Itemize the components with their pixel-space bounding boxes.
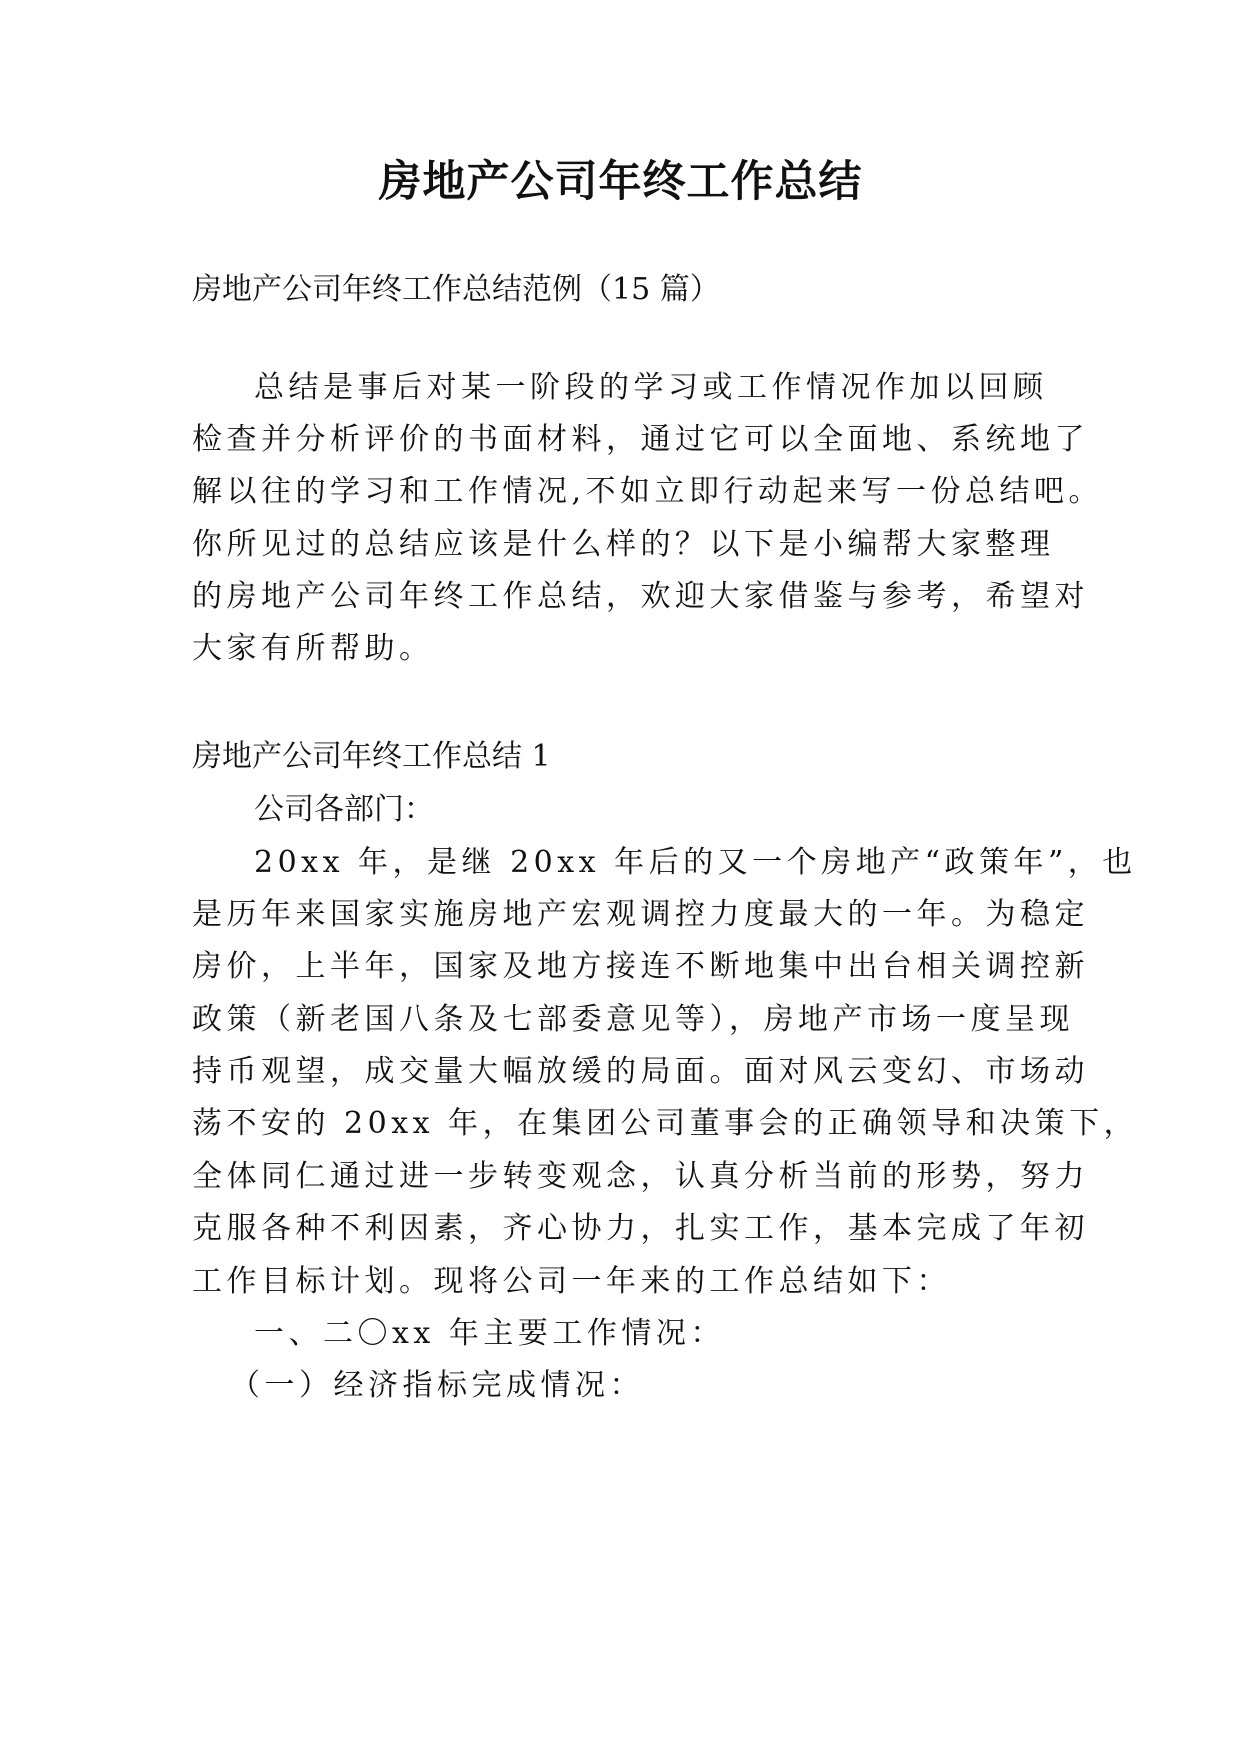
intro-line-3: 解以往的学习和工作情况,不如立即行动起来写一份总结吧。 — [192, 474, 1104, 509]
body-line-8: 克服各种不利因素，齐心协力，扎实工作，基本完成了年初 — [192, 1211, 1089, 1246]
intro-line-1: 总结是事后对某一阶段的学习或工作情况作加以回顾 — [254, 370, 1048, 405]
body-line-1: 20xx 年，是继 20xx 年后的又一个房地产“政策年”，也 — [254, 845, 1137, 880]
document-subtitle: 房地产公司年终工作总结范例（15 篇） — [192, 272, 720, 307]
body-line-9: 工作目标计划。现将公司一年来的工作总结如下： — [192, 1264, 951, 1299]
intro-line-6: 大家有所帮助。 — [192, 631, 434, 666]
body-line-4: 政策（新老国八条及七部委意见等），房地产市场一度呈现 — [192, 1002, 1074, 1037]
body-line-2: 是历年来国家实施房地产宏观调控力度最大的一年。为稳定 — [192, 897, 1089, 932]
heading-economic-indicators: （一）经济指标完成情况： — [230, 1368, 644, 1403]
salutation: 公司各部门： — [254, 792, 434, 827]
intro-line-2: 检查并分析评价的书面材料，通过它可以全面地、系统地了 — [192, 422, 1089, 457]
section-heading: 房地产公司年终工作总结 1 — [192, 739, 551, 774]
heading-main-work: 一、二〇xx 年主要工作情况： — [254, 1316, 725, 1351]
body-line-6: 荡不安的 20xx 年，在集团公司董事会的正确领导和决策下， — [192, 1106, 1139, 1141]
body-line-3: 房价，上半年，国家及地方接连不断地集中出台相关调控新 — [192, 949, 1089, 984]
intro-line-4: 你所见过的总结应该是什么样的？以下是小编帮大家整理 — [192, 527, 1055, 562]
body-line-7: 全体同仁通过进一步转变观念，认真分析当前的形势，努力 — [192, 1159, 1089, 1194]
body-line-5: 持币观望，成交量大幅放缓的局面。面对风云变幻、市场动 — [192, 1054, 1089, 1089]
intro-line-5: 的房地产公司年终工作总结，欢迎大家借鉴与参考，希望对 — [192, 579, 1089, 614]
document-title: 房地产公司年终工作总结 — [378, 157, 863, 207]
